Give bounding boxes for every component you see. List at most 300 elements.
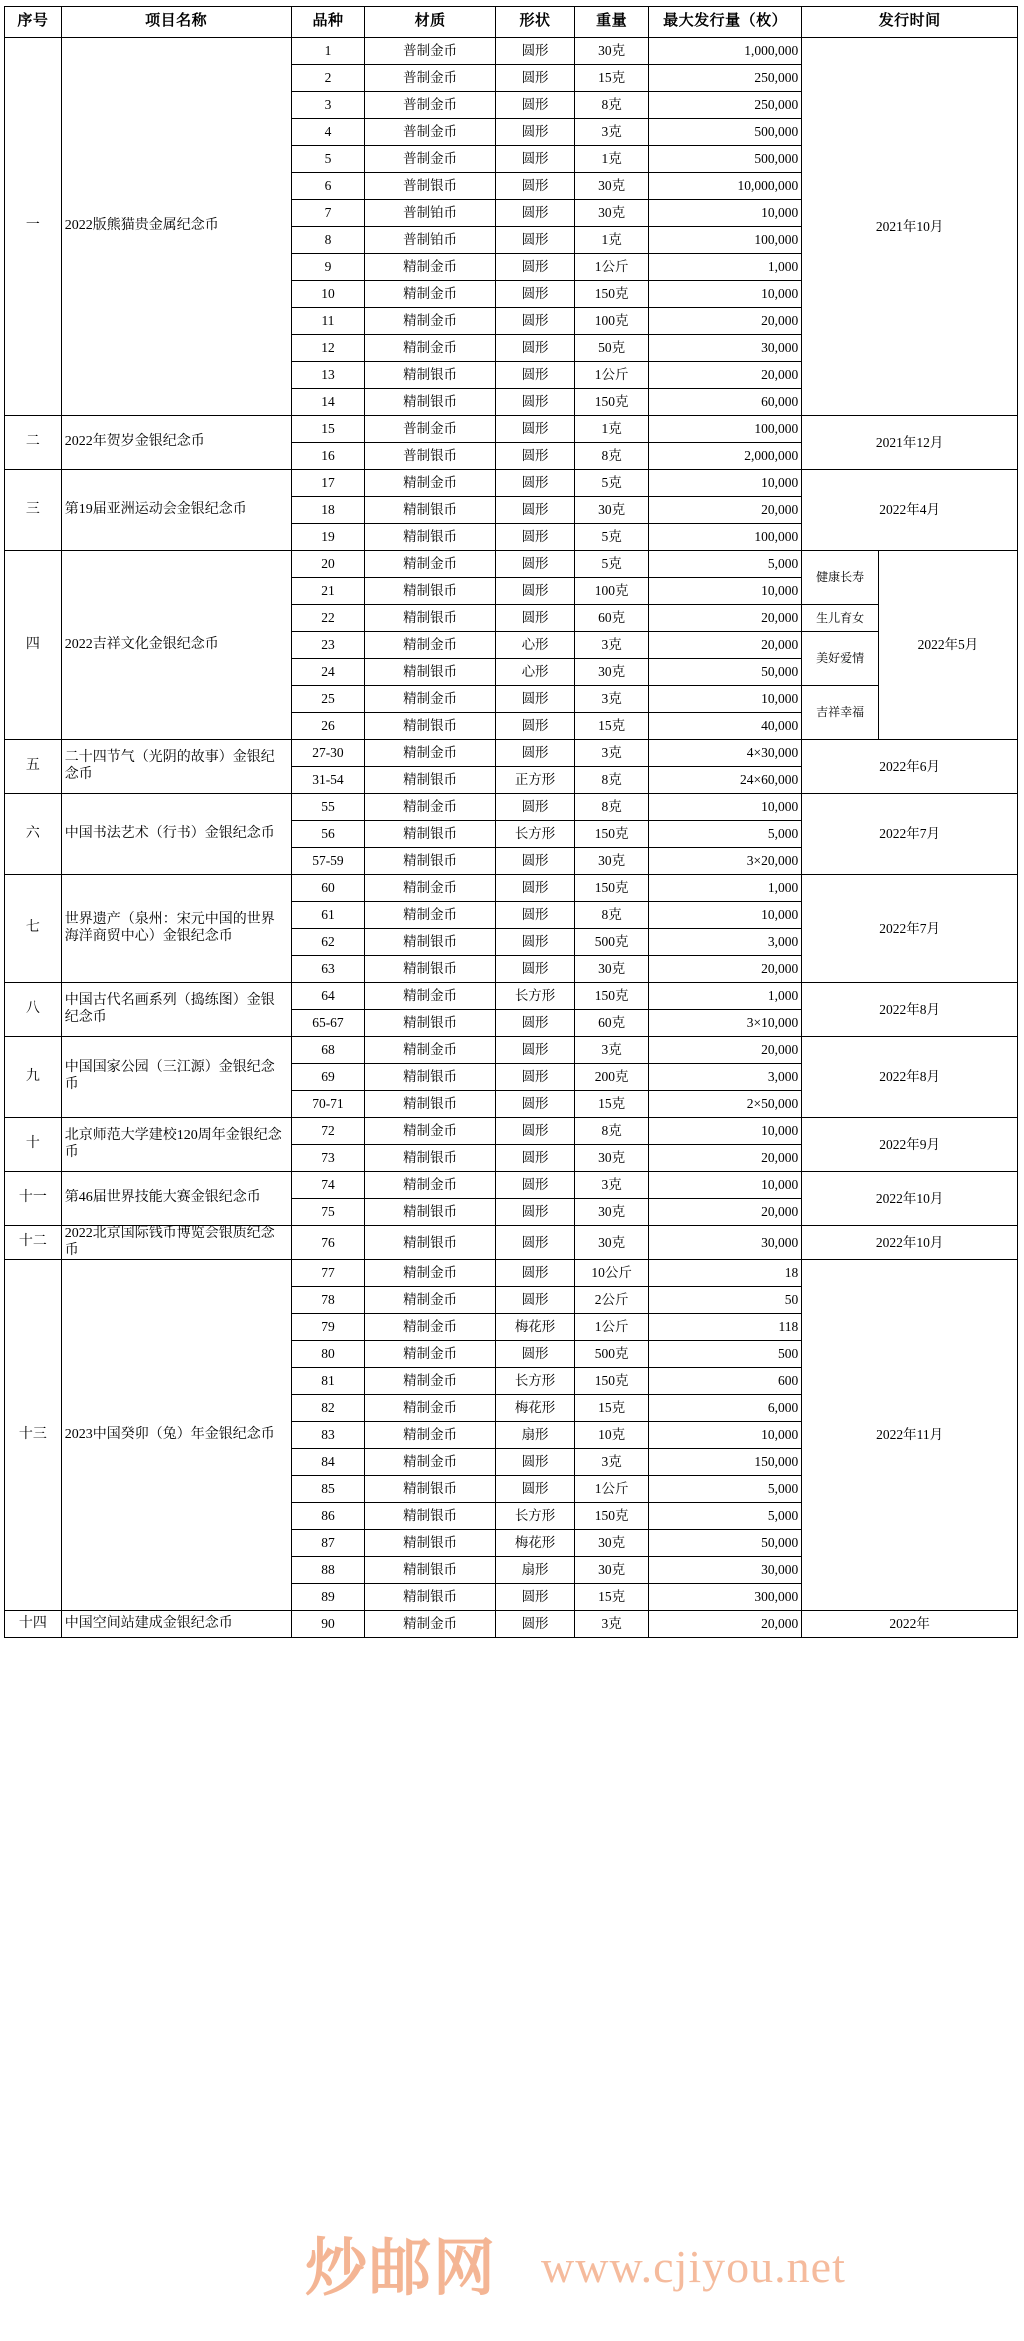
cell-variety: 24 <box>291 659 365 686</box>
cell-shape: 圆形 <box>495 848 574 875</box>
cell-shape: 圆形 <box>495 1449 574 1476</box>
cell-material: 精制金币 <box>365 281 496 308</box>
cell-quantity: 500 <box>649 1341 802 1368</box>
cell-quantity: 20,000 <box>649 362 802 389</box>
cell-quantity: 10,000 <box>649 1118 802 1145</box>
cell-variety: 55 <box>291 794 365 821</box>
table-row <box>5 416 1018 443</box>
table-row <box>5 38 1018 65</box>
cell-issue-date: 2022年10月 <box>802 1172 1018 1226</box>
cell-quantity: 100,000 <box>649 416 802 443</box>
cell-weight: 150克 <box>575 875 649 902</box>
cell-material: 精制银币 <box>365 1010 496 1037</box>
cell-variety: 68 <box>291 1037 365 1064</box>
cell-material: 精制金币 <box>365 1314 496 1341</box>
cell-shape: 圆形 <box>495 1145 574 1172</box>
cell-material: 精制金币 <box>365 1341 496 1368</box>
cell-weight: 5克 <box>575 551 649 578</box>
column-header-shape: 形状 <box>495 7 574 38</box>
cell-shape: 圆形 <box>495 1476 574 1503</box>
cell-quantity: 500,000 <box>649 119 802 146</box>
cell-shape: 梅花形 <box>495 1395 574 1422</box>
cell-quantity: 2×50,000 <box>649 1091 802 1118</box>
table-row <box>5 1037 1018 1064</box>
cell-weight: 3克 <box>575 632 649 659</box>
cell-weight: 5克 <box>575 524 649 551</box>
cell-weight: 3克 <box>575 740 649 767</box>
cell-quantity: 10,000 <box>649 1172 802 1199</box>
cell-shape: 圆形 <box>495 1226 574 1260</box>
cell-shape: 圆形 <box>495 497 574 524</box>
cell-weight: 8克 <box>575 794 649 821</box>
cell-project-name: 北京师范大学建校120周年金银纪念币 <box>61 1118 291 1172</box>
cell-sequence: 三 <box>5 470 62 551</box>
cell-quantity: 10,000 <box>649 578 802 605</box>
cell-weight: 100克 <box>575 308 649 335</box>
cell-material: 精制银币 <box>365 956 496 983</box>
cell-quantity: 50,000 <box>649 659 802 686</box>
cell-shape: 圆形 <box>495 578 574 605</box>
cell-shape: 圆形 <box>495 929 574 956</box>
cell-shape: 圆形 <box>495 551 574 578</box>
cell-shape: 扇形 <box>495 1422 574 1449</box>
cell-material: 普制金币 <box>365 92 496 119</box>
cell-quantity: 50,000 <box>649 1530 802 1557</box>
cell-material: 精制金币 <box>365 983 496 1010</box>
cell-shape: 圆形 <box>495 1611 574 1638</box>
cell-project-name: 2022版熊猫贵金属纪念币 <box>61 38 291 416</box>
cell-variety: 70-71 <box>291 1091 365 1118</box>
cell-quantity: 250,000 <box>649 92 802 119</box>
cell-variety: 6 <box>291 173 365 200</box>
cell-sequence: 十 <box>5 1118 62 1172</box>
cell-sequence: 七 <box>5 875 62 983</box>
cell-material: 精制金币 <box>365 470 496 497</box>
cell-weight: 150克 <box>575 983 649 1010</box>
cell-weight: 3克 <box>575 1449 649 1476</box>
cell-issue-date: 2022年4月 <box>802 470 1018 551</box>
cell-quantity: 20,000 <box>649 1199 802 1226</box>
cell-quantity: 1,000,000 <box>649 38 802 65</box>
cell-weight: 1公斤 <box>575 362 649 389</box>
cell-weight: 50克 <box>575 335 649 362</box>
cell-quantity: 40,000 <box>649 713 802 740</box>
cell-shape: 圆形 <box>495 1199 574 1226</box>
cell-weight: 3克 <box>575 119 649 146</box>
cell-variety: 61 <box>291 902 365 929</box>
cell-quantity: 600 <box>649 1368 802 1395</box>
cell-quantity: 3×10,000 <box>649 1010 802 1037</box>
cell-variety: 75 <box>291 1199 365 1226</box>
cell-weight: 3克 <box>575 686 649 713</box>
cell-weight: 8克 <box>575 443 649 470</box>
cell-variety: 87 <box>291 1530 365 1557</box>
cell-theme: 吉祥幸福 <box>802 686 879 740</box>
cell-weight: 15克 <box>575 65 649 92</box>
cell-material: 普制铂币 <box>365 227 496 254</box>
cell-quantity: 20,000 <box>649 308 802 335</box>
cell-quantity: 5,000 <box>649 1503 802 1530</box>
cell-project-name: 世界遗产（泉州：宋元中国的世界海洋商贸中心）金银纪念币 <box>61 875 291 983</box>
cell-material: 精制金币 <box>365 1395 496 1422</box>
cell-material: 精制银币 <box>365 1199 496 1226</box>
cell-quantity: 18 <box>649 1260 802 1287</box>
cell-weight: 60克 <box>575 1010 649 1037</box>
cell-material: 精制银币 <box>365 605 496 632</box>
cell-material: 精制银币 <box>365 1064 496 1091</box>
cell-variety: 8 <box>291 227 365 254</box>
cell-weight: 3克 <box>575 1172 649 1199</box>
cell-project-name: 中国书法艺术（行书）金银纪念币 <box>61 794 291 875</box>
cell-variety: 22 <box>291 605 365 632</box>
watermark <box>305 2212 1024 2332</box>
cell-sequence: 八 <box>5 983 62 1037</box>
cell-quantity: 250,000 <box>649 65 802 92</box>
cell-material: 精制金币 <box>365 1260 496 1287</box>
table-row <box>5 1611 1018 1638</box>
cell-material: 精制金币 <box>365 551 496 578</box>
cell-variety: 56 <box>291 821 365 848</box>
cell-material: 精制金币 <box>365 1287 496 1314</box>
cell-shape: 圆形 <box>495 254 574 281</box>
cell-quantity: 118 <box>649 1314 802 1341</box>
cell-material: 精制金币 <box>365 1172 496 1199</box>
cell-material: 精制金币 <box>365 254 496 281</box>
cell-shape: 圆形 <box>495 956 574 983</box>
cell-variety: 1 <box>291 38 365 65</box>
table-row <box>5 1118 1018 1145</box>
cell-variety: 31-54 <box>291 767 365 794</box>
cell-weight: 500克 <box>575 929 649 956</box>
cell-weight: 3克 <box>575 1037 649 1064</box>
cell-shape: 圆形 <box>495 389 574 416</box>
cell-weight: 1克 <box>575 416 649 443</box>
cell-material: 精制银币 <box>365 1476 496 1503</box>
cell-variety: 84 <box>291 1449 365 1476</box>
cell-variety: 82 <box>291 1395 365 1422</box>
cell-weight: 30克 <box>575 173 649 200</box>
cell-weight: 3克 <box>575 1611 649 1638</box>
cell-material: 精制金币 <box>365 740 496 767</box>
cell-shape: 圆形 <box>495 740 574 767</box>
cell-quantity: 5,000 <box>649 821 802 848</box>
cell-shape: 梅花形 <box>495 1314 574 1341</box>
cell-variety: 76 <box>291 1226 365 1260</box>
cell-material: 精制金币 <box>365 1449 496 1476</box>
cell-theme: 美好爱情 <box>802 632 879 686</box>
column-header-material: 材质 <box>365 7 496 38</box>
cell-shape: 圆形 <box>495 1341 574 1368</box>
cell-shape: 圆形 <box>495 875 574 902</box>
cell-weight: 15克 <box>575 1091 649 1118</box>
cell-sequence: 十四 <box>5 1611 62 1638</box>
cell-weight: 30克 <box>575 38 649 65</box>
cell-weight: 30克 <box>575 659 649 686</box>
cell-variety: 57-59 <box>291 848 365 875</box>
column-header-seq: 序号 <box>5 7 62 38</box>
cell-quantity: 2,000,000 <box>649 443 802 470</box>
cell-variety: 25 <box>291 686 365 713</box>
cell-issue-date: 2022年 <box>802 1611 1018 1638</box>
cell-quantity: 10,000 <box>649 794 802 821</box>
cell-variety: 16 <box>291 443 365 470</box>
cell-material: 精制银币 <box>365 1530 496 1557</box>
cell-material: 精制银币 <box>365 1145 496 1172</box>
cell-material: 普制金币 <box>365 416 496 443</box>
cell-material: 精制金币 <box>365 1037 496 1064</box>
cell-quantity: 10,000,000 <box>649 173 802 200</box>
cell-weight: 1公斤 <box>575 254 649 281</box>
cell-variety: 3 <box>291 92 365 119</box>
cell-weight: 8克 <box>575 92 649 119</box>
cell-quantity: 300,000 <box>649 1584 802 1611</box>
cell-shape: 圆形 <box>495 200 574 227</box>
cell-variety: 89 <box>291 1584 365 1611</box>
cell-variety: 65-67 <box>291 1010 365 1037</box>
cell-sequence: 六 <box>5 794 62 875</box>
cell-shape: 圆形 <box>495 308 574 335</box>
cell-sequence: 十二 <box>5 1226 62 1260</box>
cell-quantity: 30,000 <box>649 1226 802 1260</box>
cell-material: 精制金币 <box>365 308 496 335</box>
cell-variety: 12 <box>291 335 365 362</box>
cell-weight: 150克 <box>575 281 649 308</box>
cell-quantity: 20,000 <box>649 956 802 983</box>
cell-variety: 69 <box>291 1064 365 1091</box>
cell-variety: 60 <box>291 875 365 902</box>
cell-material: 精制金币 <box>365 794 496 821</box>
cell-material: 普制金币 <box>365 146 496 173</box>
table-row <box>5 1260 1018 1287</box>
cell-quantity: 1,000 <box>649 875 802 902</box>
cell-material: 精制金币 <box>365 1422 496 1449</box>
cell-shape: 长方形 <box>495 983 574 1010</box>
cell-shape: 圆形 <box>495 1287 574 1314</box>
cell-shape: 圆形 <box>495 38 574 65</box>
cell-weight: 30克 <box>575 1557 649 1584</box>
cell-shape: 扇形 <box>495 1557 574 1584</box>
cell-variety: 2 <box>291 65 365 92</box>
cell-project-name: 二十四节气（光阴的故事）金银纪念币 <box>61 740 291 794</box>
cell-material: 精制金币 <box>365 875 496 902</box>
cell-variety: 19 <box>291 524 365 551</box>
cell-variety: 14 <box>291 389 365 416</box>
cell-variety: 83 <box>291 1422 365 1449</box>
cell-issue-date: 2022年8月 <box>802 983 1018 1037</box>
cell-shape: 圆形 <box>495 1091 574 1118</box>
cell-material: 精制金币 <box>365 902 496 929</box>
cell-material: 普制金币 <box>365 38 496 65</box>
table-row <box>5 470 1018 497</box>
cell-issue-date: 2022年10月 <box>802 1226 1018 1260</box>
cell-shape: 圆形 <box>495 92 574 119</box>
cell-variety: 64 <box>291 983 365 1010</box>
cell-variety: 7 <box>291 200 365 227</box>
cell-variety: 62 <box>291 929 365 956</box>
cell-quantity: 10,000 <box>649 281 802 308</box>
cell-quantity: 24×60,000 <box>649 767 802 794</box>
cell-variety: 23 <box>291 632 365 659</box>
table-row <box>5 983 1018 1010</box>
cell-shape: 正方形 <box>495 767 574 794</box>
table-row <box>5 1226 1018 1260</box>
cell-variety: 18 <box>291 497 365 524</box>
cell-quantity: 10,000 <box>649 686 802 713</box>
cell-issue-date: 2022年8月 <box>802 1037 1018 1118</box>
table-row <box>5 875 1018 902</box>
cell-variety: 4 <box>291 119 365 146</box>
cell-variety: 90 <box>291 1611 365 1638</box>
cell-shape: 圆形 <box>495 1010 574 1037</box>
cell-shape: 圆形 <box>495 416 574 443</box>
cell-weight: 150克 <box>575 1503 649 1530</box>
cell-variety: 9 <box>291 254 365 281</box>
cell-variety: 78 <box>291 1287 365 1314</box>
cell-shape: 圆形 <box>495 794 574 821</box>
cell-weight: 10克 <box>575 1422 649 1449</box>
cell-variety: 11 <box>291 308 365 335</box>
cell-variety: 20 <box>291 551 365 578</box>
cell-shape: 圆形 <box>495 362 574 389</box>
cell-quantity: 5,000 <box>649 1476 802 1503</box>
cell-quantity: 5,000 <box>649 551 802 578</box>
cell-project-name: 第19届亚洲运动会金银纪念币 <box>61 470 291 551</box>
cell-shape: 圆形 <box>495 443 574 470</box>
cell-issue-date: 2021年12月 <box>802 416 1018 470</box>
cell-weight: 150克 <box>575 1368 649 1395</box>
cell-weight: 30克 <box>575 200 649 227</box>
cell-issue-date: 2021年10月 <box>802 38 1018 416</box>
cell-project-name: 中国古代名画系列（捣练图）金银纪念币 <box>61 983 291 1037</box>
cell-sequence: 五 <box>5 740 62 794</box>
cell-material: 精制银币 <box>365 1091 496 1118</box>
cell-weight: 30克 <box>575 1199 649 1226</box>
cell-variety: 80 <box>291 1341 365 1368</box>
cell-shape: 圆形 <box>495 119 574 146</box>
cell-issue-date: 2022年11月 <box>802 1260 1018 1611</box>
cell-material: 精制银币 <box>365 362 496 389</box>
cell-project-name: 2022年贺岁金银纪念币 <box>61 416 291 470</box>
cell-weight: 30克 <box>575 1145 649 1172</box>
cell-variety: 63 <box>291 956 365 983</box>
cell-material: 精制银币 <box>365 929 496 956</box>
cell-quantity: 100,000 <box>649 227 802 254</box>
cell-material: 精制银币 <box>365 767 496 794</box>
cell-shape: 圆形 <box>495 470 574 497</box>
table-row <box>5 551 1018 578</box>
cell-material: 精制银币 <box>365 497 496 524</box>
cell-theme: 生儿育女 <box>802 605 879 632</box>
cell-quantity: 10,000 <box>649 902 802 929</box>
cell-shape: 圆形 <box>495 686 574 713</box>
cell-shape: 圆形 <box>495 524 574 551</box>
cell-material: 精制银币 <box>365 578 496 605</box>
cell-material: 精制银币 <box>365 848 496 875</box>
column-header-quantity: 最大发行量（枚） <box>649 7 802 38</box>
cell-weight: 2公斤 <box>575 1287 649 1314</box>
cell-issue-date: 2022年6月 <box>802 740 1018 794</box>
column-header-date: 发行时间 <box>802 7 1018 38</box>
cell-project-name: 中国国家公园（三江源）金银纪念币 <box>61 1037 291 1118</box>
cell-issue-date: 2022年5月 <box>878 551 1017 740</box>
cell-material: 精制金币 <box>365 632 496 659</box>
cell-quantity: 150,000 <box>649 1449 802 1476</box>
cell-material: 普制金币 <box>365 119 496 146</box>
cell-issue-date: 2022年9月 <box>802 1118 1018 1172</box>
cell-project-name: 2022北京国际钱币博览会银质纪念币 <box>61 1226 291 1260</box>
cell-variety: 10 <box>291 281 365 308</box>
cell-weight: 150克 <box>575 821 649 848</box>
table-body <box>5 38 1018 1638</box>
cell-variety: 79 <box>291 1314 365 1341</box>
cell-weight: 30克 <box>575 1226 649 1260</box>
cell-quantity: 10,000 <box>649 1422 802 1449</box>
cell-material: 精制金币 <box>365 1118 496 1145</box>
cell-variety: 13 <box>291 362 365 389</box>
cell-weight: 1克 <box>575 227 649 254</box>
cell-material: 精制金币 <box>365 1611 496 1638</box>
cell-variety: 5 <box>291 146 365 173</box>
cell-material: 精制金币 <box>365 335 496 362</box>
cell-variety: 27-30 <box>291 740 365 767</box>
cell-variety: 86 <box>291 1503 365 1530</box>
cell-quantity: 3×20,000 <box>649 848 802 875</box>
cell-quantity: 10,000 <box>649 200 802 227</box>
cell-quantity: 30,000 <box>649 335 802 362</box>
cell-project-name: 中国空间站建成金银纪念币 <box>61 1611 291 1638</box>
cell-material: 普制银币 <box>365 443 496 470</box>
cell-quantity: 3,000 <box>649 929 802 956</box>
cell-material: 精制银币 <box>365 659 496 686</box>
cell-weight: 1公斤 <box>575 1476 649 1503</box>
cell-sequence: 十三 <box>5 1260 62 1611</box>
column-header-weight: 重量 <box>575 7 649 38</box>
cell-sequence: 四 <box>5 551 62 740</box>
cell-weight: 30克 <box>575 497 649 524</box>
cell-weight: 100克 <box>575 578 649 605</box>
table-row <box>5 1172 1018 1199</box>
cell-weight: 15克 <box>575 713 649 740</box>
cell-weight: 30克 <box>575 956 649 983</box>
cell-material: 精制银币 <box>365 1584 496 1611</box>
cell-shape: 圆形 <box>495 1584 574 1611</box>
cell-shape: 心形 <box>495 632 574 659</box>
cell-weight: 1克 <box>575 146 649 173</box>
coin-issue-plan-table <box>4 6 1018 1638</box>
cell-variety: 77 <box>291 1260 365 1287</box>
cell-quantity: 20,000 <box>649 632 802 659</box>
cell-weight: 8克 <box>575 902 649 929</box>
cell-quantity: 30,000 <box>649 1557 802 1584</box>
cell-material: 精制银币 <box>365 1503 496 1530</box>
cell-material: 精制银币 <box>365 389 496 416</box>
cell-weight: 10公斤 <box>575 1260 649 1287</box>
cell-quantity: 20,000 <box>649 1037 802 1064</box>
cell-weight: 1公斤 <box>575 1314 649 1341</box>
cell-quantity: 20,000 <box>649 1145 802 1172</box>
cell-project-name: 2023中国癸卯（兔）年金银纪念币 <box>61 1260 291 1611</box>
cell-shape: 圆形 <box>495 1260 574 1287</box>
cell-variety: 73 <box>291 1145 365 1172</box>
cell-weight: 15克 <box>575 1395 649 1422</box>
column-header-variety: 品种 <box>291 7 365 38</box>
cell-shape: 圆形 <box>495 335 574 362</box>
cell-quantity: 4×30,000 <box>649 740 802 767</box>
cell-weight: 150克 <box>575 389 649 416</box>
cell-issue-date: 2022年7月 <box>802 875 1018 983</box>
cell-quantity: 20,000 <box>649 497 802 524</box>
cell-shape: 圆形 <box>495 65 574 92</box>
